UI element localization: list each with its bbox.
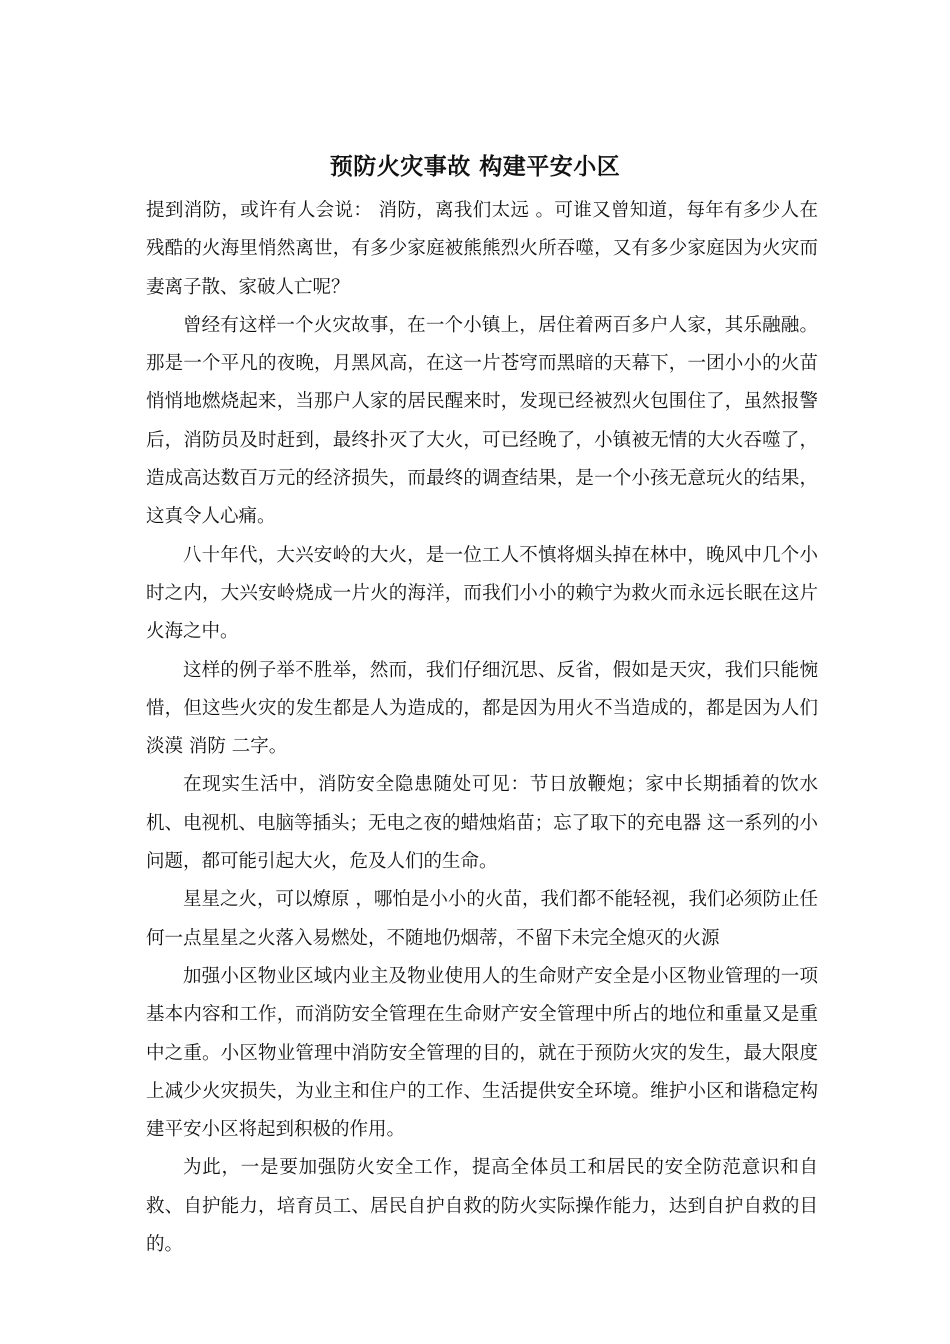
- document-title: 预防火灾事故 构建平安小区: [329, 153, 621, 180]
- paragraph-daxinganling-fire: 八十年代，大兴安岭的大火，是一位工人不慎将烟头掉在林中，晚风中几个小时之内，大兴安岭烧成一片火的海洋，而我们小小的赖宁为救火而永远长眠在这片火海之中。: [146, 544, 818, 643]
- paragraph-property-management: 加强小区物业区域内业主及物业使用人的生命财产安全是小区物业管理的一项基本内容和工作，而消防安全管理在生命财产安全管理中所占的地位和重量又是重中之重。小区物业管理中消防安全管理的目的，就在于预防火灾的发生，最大限度上减少火灾损失，为业主和住户的工作、生活提供安全环境。维护小区和谐稳定构建平安小区将起到积极的作用。: [146, 965, 818, 1141]
- paragraph-town-fire-story: 曾经有这样一个火灾故事，在一个小镇上，居住着两百多户人家，其乐融融。那是一个平凡的夜晚，月黑风高，在这一片苍穹而黑暗的天幕下，一团小小的火苗悄悄地燃烧起来，当那户人家的居民醒来时，发现已经被烈火包围住了，虽然报警后，消防员及时赶到，最终扑灭了大火，可已经晚了，小镇被无情的大火吞噬了，造成高达数百万元的经济损失，而最终的调查结果，是一个小孩无意玩火的结果，这真令人心痛。: [146, 314, 818, 528]
- paragraph-intro: 提到消防，或许有人会说： 消防，离我们太远 。可谁又曾知道，每年有多少人在残酷的火海里悄然离世，有多少家庭被熊熊烈火所吞噬，又有多少家庭因为火灾而妻离子散、家破人亡呢？: [146, 200, 818, 298]
- paragraph-reflection: 这样的例子举不胜举，然而，我们仔细沉思、反省，假如是天灾，我们只能惋惜，但这些火灾的发生都是人为造成的，都是因为用火不当造成的，都是因为人们淡漠 消防 二字。: [146, 659, 818, 758]
- paragraph-daily-hazards: 在现实生活中，消防安全隐患随处可见：节日放鞭炮；家中长期插着的饮水机、电视机、电脑等插头；无电之夜的蜡烛焰苗；忘了取下的充电器 这一系列的小问题，都可能引起大火，危及人们的生命。: [146, 774, 818, 873]
- paragraph-measures: 为此，一是要加强防火安全工作，提高全体员工和居民的安全防范意识和自救、自护能力，培育员工、居民自护自救的防火实际操作能力，达到自护自救的目的。: [146, 1157, 818, 1256]
- document-body: [146, 192, 818, 1264]
- paragraph-spark-warning: 星星之火，可以燎原 ，哪怕是小小的火苗，我们都不能轻视，我们必须防止任何一点星星之火落入易燃处，不随地仍烟蒂，不留下未完全熄灭的火源: [146, 889, 818, 949]
